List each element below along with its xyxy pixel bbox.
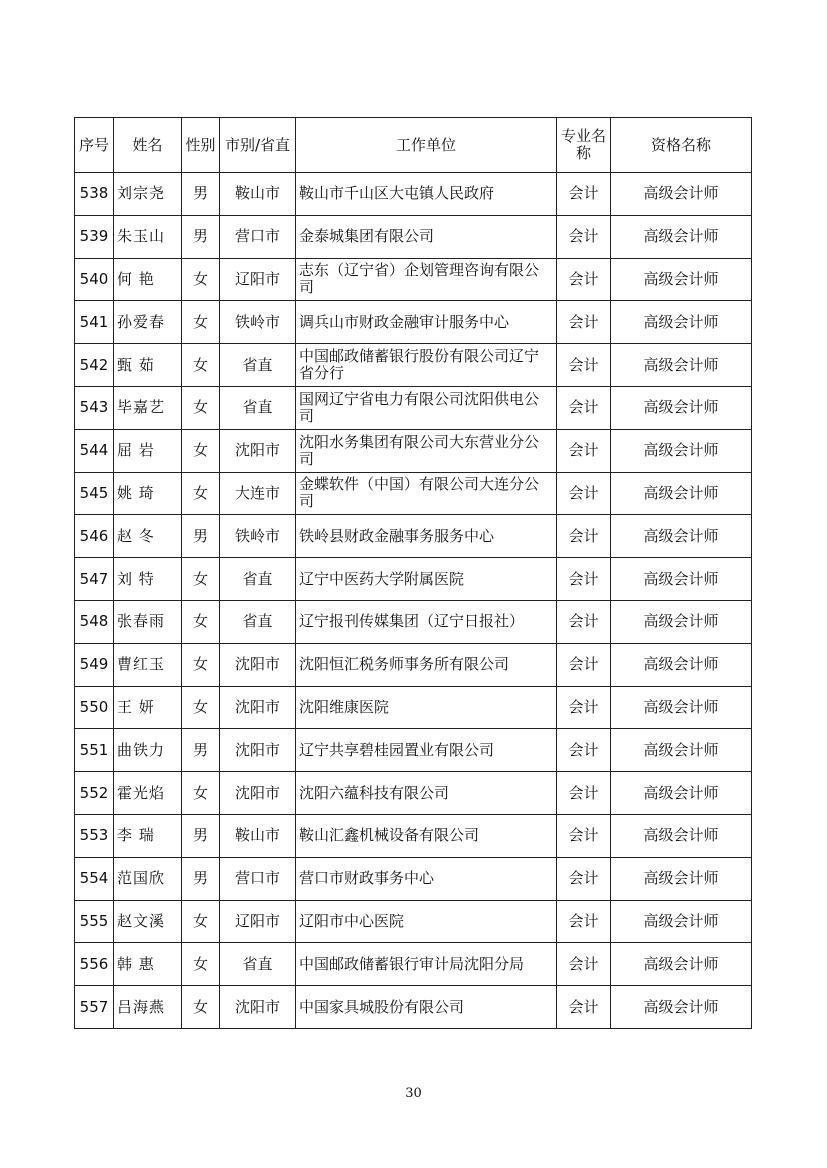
table-row <box>75 173 752 216</box>
cell-qualification: 高级会计师 <box>611 600 752 643</box>
cell-major: 会计 <box>557 772 611 815</box>
cell-city: 大连市 <box>220 472 296 515</box>
table-row <box>75 729 752 772</box>
table-row <box>75 258 752 301</box>
cell-unit: 中国邮政储蓄银行审计局沈阳分局 <box>296 943 557 986</box>
cell-no: 543 <box>75 386 114 429</box>
table-row <box>75 472 752 515</box>
cell-name: 毕嘉艺 <box>114 386 182 429</box>
cell-sex: 女 <box>182 900 220 943</box>
cell-no: 547 <box>75 558 114 601</box>
cell-sex: 男 <box>182 515 220 558</box>
cell-no: 550 <box>75 686 114 729</box>
cell-major: 会计 <box>557 600 611 643</box>
cell-qualification: 高级会计师 <box>611 900 752 943</box>
header-qualification: 资格名称 <box>611 118 752 173</box>
cell-unit: 辽宁中医药大学附属医院 <box>296 558 557 601</box>
cell-major: 会计 <box>557 686 611 729</box>
cell-qualification: 高级会计师 <box>611 814 752 857</box>
cell-unit: 辽宁报刊传媒集团（辽宁日报社） <box>296 600 557 643</box>
cell-major: 会计 <box>557 258 611 301</box>
cell-name: 姚 琦 <box>114 472 182 515</box>
header-sex: 性别 <box>182 118 220 173</box>
cell-sex: 男 <box>182 814 220 857</box>
cell-unit: 调兵山市财政金融审计服务中心 <box>296 301 557 344</box>
cell-city: 鞍山市 <box>220 173 296 216</box>
cell-name: 刘 特 <box>114 558 182 601</box>
table-row <box>75 686 752 729</box>
cell-name: 张春雨 <box>114 600 182 643</box>
cell-city: 省直 <box>220 600 296 643</box>
cell-major: 会计 <box>557 643 611 686</box>
cell-city: 沈阳市 <box>220 986 296 1029</box>
cell-qualification: 高级会计师 <box>611 258 752 301</box>
cell-no: 541 <box>75 301 114 344</box>
cell-major: 会计 <box>557 429 611 472</box>
cell-name: 朱玉山 <box>114 215 182 258</box>
cell-major: 会计 <box>557 173 611 216</box>
cell-name: 屈 岩 <box>114 429 182 472</box>
cell-sex: 女 <box>182 600 220 643</box>
cell-no: 549 <box>75 643 114 686</box>
cell-major: 会计 <box>557 729 611 772</box>
cell-sex: 女 <box>182 558 220 601</box>
cell-major: 会计 <box>557 344 611 387</box>
table-row <box>75 600 752 643</box>
table-row <box>75 643 752 686</box>
cell-major: 会计 <box>557 943 611 986</box>
table-row <box>75 814 752 857</box>
cell-unit: 沈阳水务集团有限公司大东营业分公司 <box>296 429 557 472</box>
cell-unit: 国网辽宁省电力有限公司沈阳供电公司 <box>296 386 557 429</box>
cell-no: 554 <box>75 857 114 900</box>
cell-qualification: 高级会计师 <box>611 386 752 429</box>
cell-sex: 男 <box>182 729 220 772</box>
cell-no: 546 <box>75 515 114 558</box>
cell-name: 刘宗尧 <box>114 173 182 216</box>
cell-no: 557 <box>75 986 114 1029</box>
cell-unit: 辽宁共享碧桂园置业有限公司 <box>296 729 557 772</box>
table-row <box>75 558 752 601</box>
cell-no: 542 <box>75 344 114 387</box>
cell-major: 会计 <box>557 558 611 601</box>
cell-name: 曹红玉 <box>114 643 182 686</box>
cell-no: 551 <box>75 729 114 772</box>
cell-name: 韩 惠 <box>114 943 182 986</box>
table-row <box>75 301 752 344</box>
cell-city: 沈阳市 <box>220 643 296 686</box>
cell-major: 会计 <box>557 215 611 258</box>
cell-no: 548 <box>75 600 114 643</box>
table-row <box>75 429 752 472</box>
cell-city: 铁岭市 <box>220 301 296 344</box>
table-row <box>75 215 752 258</box>
cell-qualification: 高级会计师 <box>611 686 752 729</box>
cell-name: 王 妍 <box>114 686 182 729</box>
cell-city: 沈阳市 <box>220 686 296 729</box>
cell-city: 营口市 <box>220 215 296 258</box>
cell-major: 会计 <box>557 986 611 1029</box>
table-row <box>75 900 752 943</box>
cell-sex: 女 <box>182 344 220 387</box>
cell-no: 538 <box>75 173 114 216</box>
cell-no: 555 <box>75 900 114 943</box>
cell-unit: 沈阳恒汇税务师事务所有限公司 <box>296 643 557 686</box>
cell-no: 545 <box>75 472 114 515</box>
cell-qualification: 高级会计师 <box>611 215 752 258</box>
qualification-table <box>74 117 752 1029</box>
table-body <box>75 173 752 1029</box>
cell-name: 霍光焰 <box>114 772 182 815</box>
cell-name: 赵文溪 <box>114 900 182 943</box>
cell-city: 沈阳市 <box>220 729 296 772</box>
table-row <box>75 857 752 900</box>
table-row <box>75 943 752 986</box>
cell-name: 孙爱春 <box>114 301 182 344</box>
cell-city: 辽阳市 <box>220 258 296 301</box>
cell-unit: 志东（辽宁省）企划管理咨询有限公司 <box>296 258 557 301</box>
cell-unit: 铁岭县财政金融事务服务中心 <box>296 515 557 558</box>
cell-city: 沈阳市 <box>220 772 296 815</box>
cell-unit: 营口市财政事务中心 <box>296 857 557 900</box>
cell-name: 何 艳 <box>114 258 182 301</box>
cell-sex: 女 <box>182 943 220 986</box>
cell-name: 赵 冬 <box>114 515 182 558</box>
cell-city: 铁岭市 <box>220 515 296 558</box>
cell-no: 553 <box>75 814 114 857</box>
cell-unit: 金泰城集团有限公司 <box>296 215 557 258</box>
cell-unit: 辽阳市中心医院 <box>296 900 557 943</box>
cell-unit: 金蝶软件（中国）有限公司大连分公司 <box>296 472 557 515</box>
cell-no: 539 <box>75 215 114 258</box>
cell-qualification: 高级会计师 <box>611 558 752 601</box>
cell-sex: 男 <box>182 173 220 216</box>
cell-name: 范国欣 <box>114 857 182 900</box>
cell-name: 吕海燕 <box>114 986 182 1029</box>
cell-city: 鞍山市 <box>220 814 296 857</box>
cell-no: 544 <box>75 429 114 472</box>
cell-major: 会计 <box>557 472 611 515</box>
header-no: 序号 <box>75 118 114 173</box>
cell-city: 省直 <box>220 386 296 429</box>
cell-major: 会计 <box>557 386 611 429</box>
table-row <box>75 986 752 1029</box>
cell-qualification: 高级会计师 <box>611 986 752 1029</box>
header-unit: 工作单位 <box>296 118 557 173</box>
cell-qualification: 高级会计师 <box>611 429 752 472</box>
cell-no: 540 <box>75 258 114 301</box>
cell-city: 营口市 <box>220 857 296 900</box>
table-row <box>75 344 752 387</box>
cell-name: 甄 茹 <box>114 344 182 387</box>
cell-no: 556 <box>75 943 114 986</box>
cell-name: 曲铁力 <box>114 729 182 772</box>
cell-sex: 女 <box>182 772 220 815</box>
cell-city: 辽阳市 <box>220 900 296 943</box>
cell-qualification: 高级会计师 <box>611 515 752 558</box>
cell-unit: 沈阳六蕴科技有限公司 <box>296 772 557 815</box>
cell-sex: 男 <box>182 857 220 900</box>
cell-city: 省直 <box>220 344 296 387</box>
cell-major: 会计 <box>557 814 611 857</box>
cell-qualification: 高级会计师 <box>611 729 752 772</box>
cell-city: 沈阳市 <box>220 429 296 472</box>
cell-major: 会计 <box>557 857 611 900</box>
cell-qualification: 高级会计师 <box>611 301 752 344</box>
cell-qualification: 高级会计师 <box>611 344 752 387</box>
cell-major: 会计 <box>557 301 611 344</box>
header-name: 姓名 <box>114 118 182 173</box>
cell-unit: 沈阳维康医院 <box>296 686 557 729</box>
cell-sex: 女 <box>182 643 220 686</box>
cell-city: 省直 <box>220 558 296 601</box>
cell-no: 552 <box>75 772 114 815</box>
cell-unit: 鞍山汇鑫机械设备有限公司 <box>296 814 557 857</box>
cell-sex: 女 <box>182 301 220 344</box>
cell-sex: 女 <box>182 686 220 729</box>
page-number: 30 <box>405 1086 422 1101</box>
table-header-row <box>75 118 752 173</box>
cell-qualification: 高级会计师 <box>611 857 752 900</box>
table-row <box>75 772 752 815</box>
cell-city: 省直 <box>220 943 296 986</box>
cell-qualification: 高级会计师 <box>611 643 752 686</box>
cell-qualification: 高级会计师 <box>611 772 752 815</box>
cell-name: 李 瑞 <box>114 814 182 857</box>
cell-qualification: 高级会计师 <box>611 472 752 515</box>
cell-qualification: 高级会计师 <box>611 173 752 216</box>
cell-sex: 女 <box>182 386 220 429</box>
cell-sex: 女 <box>182 472 220 515</box>
cell-unit: 中国邮政储蓄银行股份有限公司辽宁省分行 <box>296 344 557 387</box>
header-major: 专业名称 <box>557 118 611 173</box>
cell-sex: 男 <box>182 215 220 258</box>
cell-qualification: 高级会计师 <box>611 943 752 986</box>
cell-sex: 女 <box>182 429 220 472</box>
header-city: 市别/省直 <box>220 118 296 173</box>
cell-sex: 女 <box>182 986 220 1029</box>
table-row <box>75 515 752 558</box>
table-row <box>75 386 752 429</box>
cell-major: 会计 <box>557 515 611 558</box>
cell-major: 会计 <box>557 900 611 943</box>
cell-unit: 鞍山市千山区大屯镇人民政府 <box>296 173 557 216</box>
cell-sex: 女 <box>182 258 220 301</box>
cell-unit: 中国家具城股份有限公司 <box>296 986 557 1029</box>
